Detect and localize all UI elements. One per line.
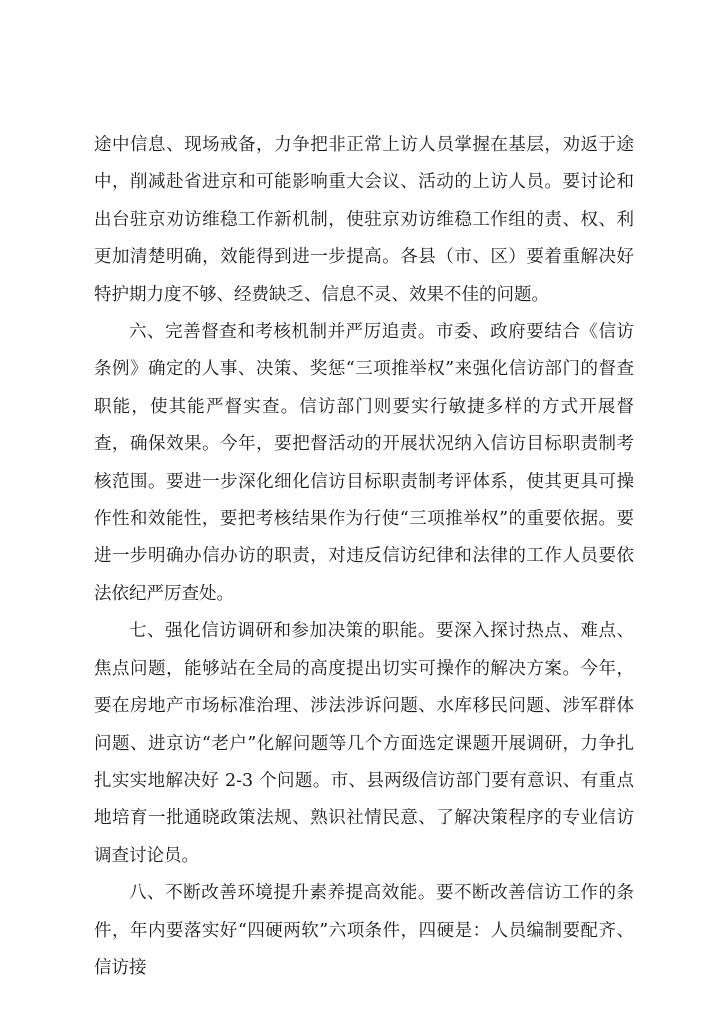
paragraph-section-seven: 七、强化信访调研和参加决策的职能。要深入探讨热点、难点、焦点问题，能够站在全局的高度提出切实可操作的解决方案。今年，要在房地产市场标准治理、涉法涉诉问题、水库移民问题、涉军群体问题、进京访“老户”化解问题等几个方面选定课题开展调研，力争扎扎实实地解决好 2-3 个问题。市、县两级信访部门要有意识、有重点地培育一批通晓政策法规、熟识社情民意、了解决策程序的专业信访调查讨论员。 bbox=[94, 621, 634, 866]
document-body bbox=[94, 127, 634, 987]
paragraph-continuation: 途中信息、现场戒备，力争把非正常上访人员掌握在基层，劝返于途中，削减赴省进京和可能影响重大会议、活动的上访人员。要讨论和出台驻京劝访维稳工作新机制，使驻京劝访维稳工作组的责、权、利更加清楚明确，效能得到进一步提高。各县（市、区）要着重解决好特护期力度不够、经费缺乏、信息不灵、效果不佳的问题。 bbox=[94, 135, 634, 305]
paragraph-section-six: 六、完善督查和考核机制并严厉追责。市委、政府要结合《信访条例》确定的人事、决策、奖惩“三项推举权”来强化信访部门的督查职能，使其能严督实查。信访部门则要实行敏捷多样的方式开展督查，确保效果。今年，要把督活动的开展状况纳入信访目标职责制考核范围。要进一步深化细化信访目标职责制考评体系，使其更具可操作性和效能性，要把考核结果作为行使“三项推举权”的重要依据。要进一步明确办信办访的职责，对违反信访纪律和法律的工作人员要依法依纪严厉查处。 bbox=[94, 322, 634, 604]
paragraph-section-eight: 八、不断改善环境提升素养提高效能。要不断改善信访工作的条件，年内要落实好“四硬两软”六项条件，四硬是：人员编制要配齐、信访接 bbox=[94, 883, 634, 978]
